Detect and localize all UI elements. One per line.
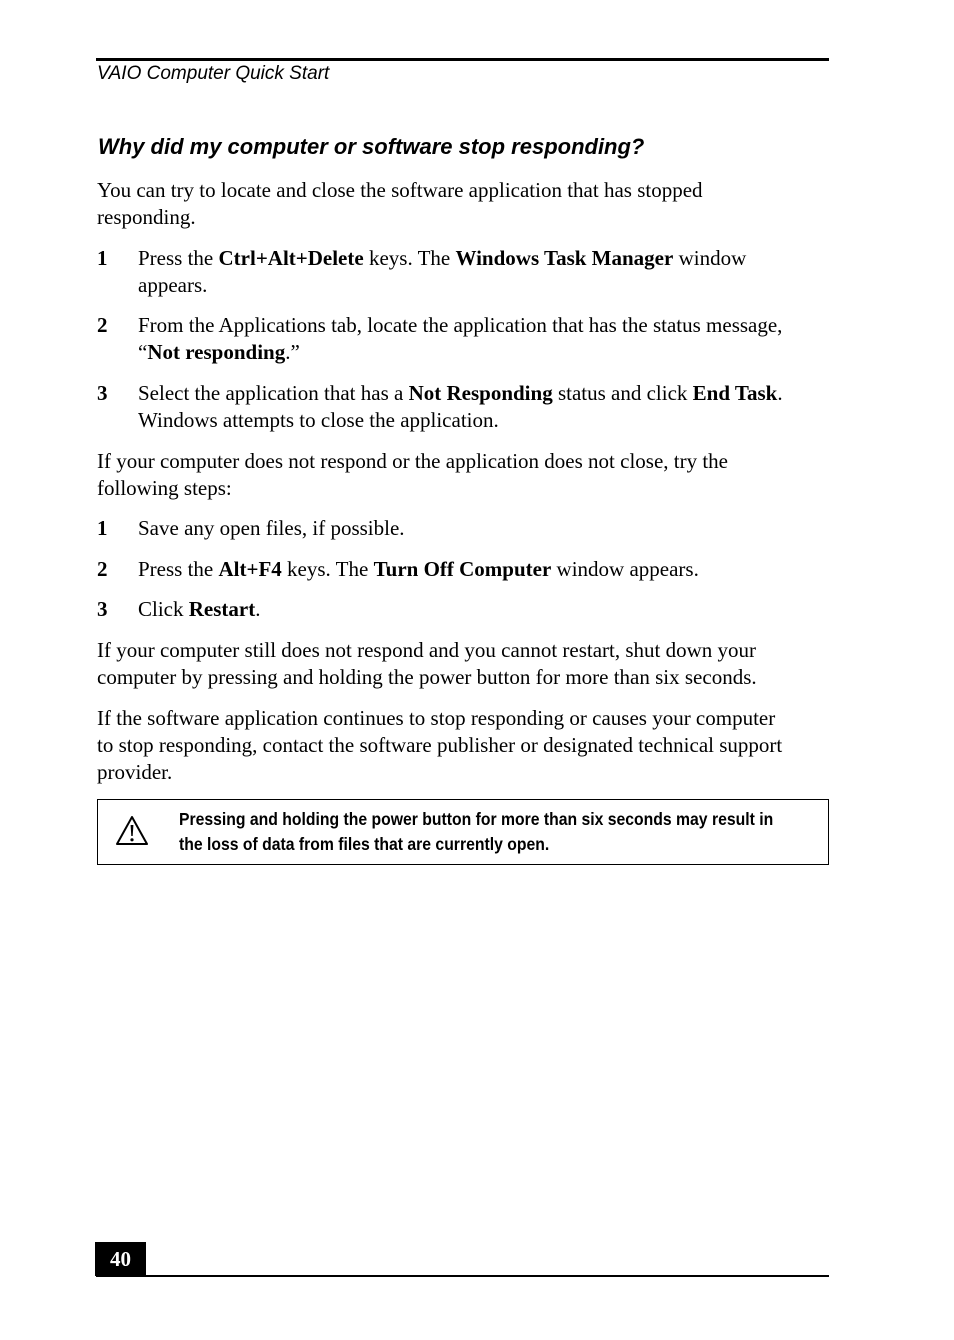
page-number: 40 <box>95 1242 146 1276</box>
step-line-1: From the Applications tab, locate the application that has the status message, <box>138 313 783 337</box>
step-line-2: Windows attempts to close the application. <box>138 408 499 432</box>
intro-line-2: responding. <box>97 205 196 229</box>
para4-line-2: to stop responding, contact the software publisher or designated technical support <box>97 733 783 757</box>
step-line-2 <box>138 339 832 366</box>
warning-line-2: the loss of data from files that are currently open. <box>179 834 550 854</box>
text-run: Press the <box>138 557 219 581</box>
text-run: Press the <box>138 246 219 270</box>
window-name: Turn Off Computer <box>373 557 552 581</box>
key-combo: Alt+F4 <box>218 557 282 581</box>
section-title: Why did my computer or software stop responding? <box>98 134 645 159</box>
step-text <box>138 245 832 299</box>
paragraph-2 <box>97 448 832 502</box>
text-run: keys. The <box>363 246 456 270</box>
text-run: Click <box>138 597 189 621</box>
text-run: window <box>673 246 747 270</box>
paragraph-4 <box>97 705 832 786</box>
para3-line-1: If your computer still does not respond and you cannot restart, shut down your <box>97 638 757 662</box>
intro-line-1: You can try to locate and close the software application that has stopped <box>97 178 703 202</box>
step-text <box>138 312 832 366</box>
warning-text <box>179 807 774 857</box>
running-header: VAIO Computer Quick Start <box>97 63 330 84</box>
text-run: status and click <box>552 381 693 405</box>
footer-rule <box>96 1275 829 1277</box>
text-run: Select the application that has a <box>138 381 409 405</box>
step-line-1 <box>138 245 832 272</box>
text-run: . <box>777 381 783 405</box>
text-run: . <box>255 597 261 621</box>
text-run: “ <box>138 340 148 364</box>
paragraph-3 <box>97 637 832 691</box>
step-text <box>138 596 832 623</box>
key-combo: Ctrl+Alt+Delete <box>218 246 364 270</box>
step-number: 2 <box>97 557 108 581</box>
step-text <box>138 380 832 434</box>
button-name: End Task <box>692 381 778 405</box>
para4-line-3: provider. <box>97 760 173 784</box>
text-run: keys. The <box>281 557 374 581</box>
intro-paragraph <box>97 177 832 231</box>
step-text <box>138 556 832 583</box>
para2-line-1: If your computer does not respond or the application does not close, try the <box>97 449 729 473</box>
status-name: Not Responding <box>408 381 553 405</box>
warning-triangle-icon <box>115 815 149 847</box>
text-run: window appears. <box>551 557 699 581</box>
text-run: .” <box>285 340 300 364</box>
para4-line-1: If the software application continues to stop responding or causes your computer <box>97 706 776 730</box>
step-line-2: appears. <box>138 273 208 297</box>
step-text: Save any open files, if possible. <box>138 516 405 540</box>
step-number: 1 <box>97 246 108 270</box>
status-message: Not responding <box>147 340 286 364</box>
para3-line-2: computer by pressing and holding the power button for more than six seconds. <box>97 665 757 689</box>
button-name: Restart <box>188 597 256 621</box>
step-number: 3 <box>97 597 108 621</box>
step-line-1 <box>138 380 832 407</box>
step-number: 3 <box>97 381 108 405</box>
header-rule <box>96 58 829 61</box>
step-number: 2 <box>97 313 108 337</box>
para2-line-2: following steps: <box>97 476 232 500</box>
warning-callout <box>97 799 829 865</box>
step-number: 1 <box>97 516 108 540</box>
warning-line-1: Pressing and holding the power button for more than six seconds may result in <box>179 809 774 829</box>
window-name: Windows Task Manager <box>455 246 674 270</box>
